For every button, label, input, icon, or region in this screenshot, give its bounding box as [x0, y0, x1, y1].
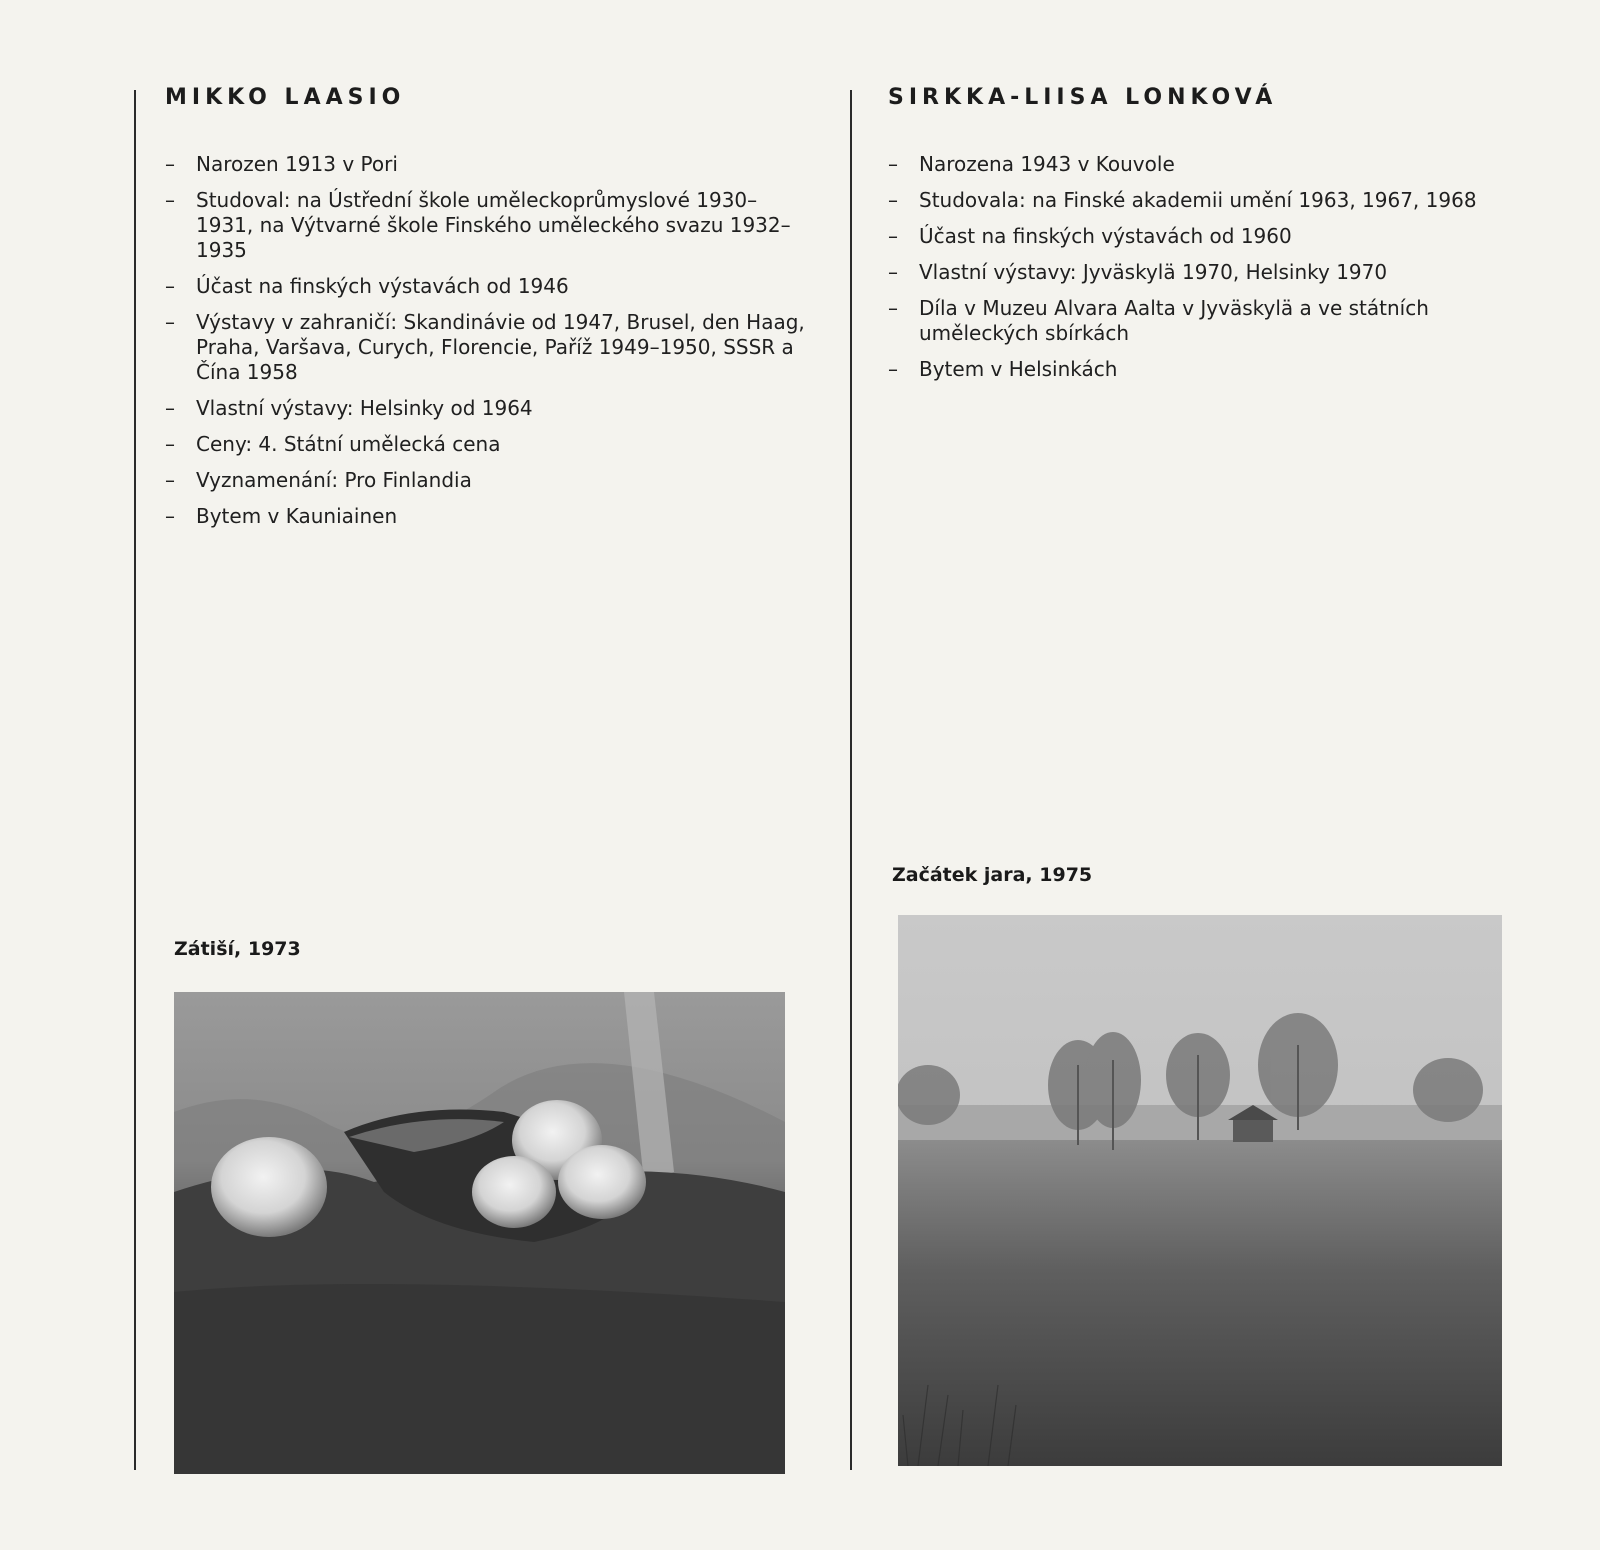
artist-column-left [165, 85, 805, 540]
bio-item: – Účast na finských výstavách od 1960 [888, 224, 1292, 248]
bio-item: – Vlastní výstavy: Jyväskylä 1970, Helsinky 1970 [888, 260, 1388, 284]
biography-list [165, 152, 805, 529]
bio-item: – Vyznamenání: Pro Finlandia [165, 468, 472, 492]
bio-item: – Bytem v Kauniainen [165, 504, 398, 528]
left-margin-rule [134, 90, 136, 1470]
artwork-caption: Zátiší, 1973 [174, 938, 301, 960]
biography-list [888, 152, 1528, 382]
bio-item: – Studovala: na Finské akademii umění 1963, 1967, 1968 [888, 188, 1477, 212]
bio-item: – Účast na finských výstavách od 1946 [165, 274, 569, 298]
still-life-painting-image [174, 992, 785, 1474]
bio-item: – Studoval: na Ústřední škole uměleckoprůmyslové 1930–1931, na Výtvarné škole Finského uměleckého svazu 1932–1935 [165, 188, 791, 262]
landscape-painting-image [898, 915, 1502, 1466]
column-divider [850, 90, 852, 1470]
artwork-caption: Začátek jara, 1975 [892, 864, 1093, 886]
bio-item: – Výstavy v zahraničí: Skandinávie od 1947, Brusel, den Haag, Praha, Varšava, Curych, Florencie, Paříž 1949–1950, SSSR a Čína 1958 [165, 310, 805, 384]
bio-item: – Díla v Muzeu Alvara Aalta v Jyväskylä a ve státních uměleckých sbírkách [888, 296, 1429, 345]
artist-name: SIRKKA-LIISA LONKOVÁ [888, 85, 1278, 110]
bio-item: – Bytem v Helsinkách [888, 357, 1118, 381]
artist-name: MIKKO LAASIO [165, 85, 406, 110]
bio-item: – Narozena 1943 v Kouvole [888, 152, 1175, 176]
artist-column-right [888, 85, 1528, 393]
bio-item: – Narozen 1913 v Pori [165, 152, 398, 176]
bio-item: – Ceny: 4. Státní umělecká cena [165, 432, 501, 456]
bio-item: – Vlastní výstavy: Helsinky od 1964 [165, 396, 533, 420]
